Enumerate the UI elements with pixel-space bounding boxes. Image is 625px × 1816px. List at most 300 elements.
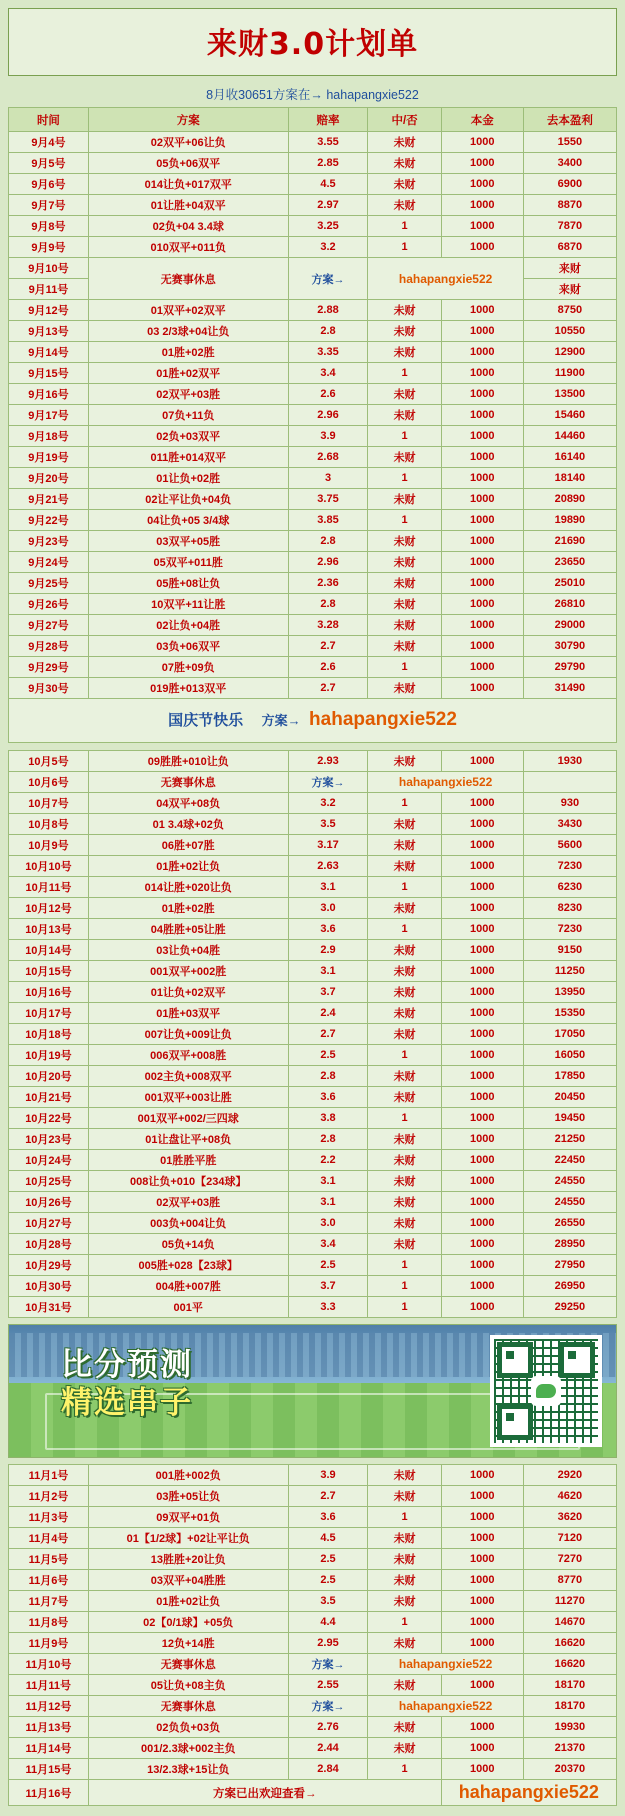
table-row-rest [9,1696,617,1717]
cell-date: 10月10号 [9,856,89,877]
cell-date: 9月5号 [9,153,89,174]
cell-plan: 02让平让负+04负 [88,489,288,510]
table-row [9,153,617,174]
cell-rest-label: 无赛事休息 [88,1654,288,1675]
cell-plan: 12负+14胜 [88,1633,288,1654]
cell-plan: 06胜+07胜 [88,835,288,856]
cell-date: 10月17号 [9,1003,89,1024]
table-row [9,1234,617,1255]
cell-odds: 2.88 [288,300,368,321]
cell-odds: 2.93 [288,751,368,772]
cell-plan: 005胜+028【23球】 [88,1255,288,1276]
cell-plan: 02让负+04胜 [88,615,288,636]
table-row [9,1045,617,1066]
cell-date: 11月8号 [9,1612,89,1633]
cell-stake: 1000 [441,898,523,919]
cell-plan: 006双平+008胜 [88,1045,288,1066]
cell-odds: 2.8 [288,594,368,615]
cell-date: 9月8号 [9,216,89,237]
cell-hit: 1 [368,657,441,678]
cell-hit: 未财 [368,898,441,919]
cell-hit: 未财 [368,678,441,699]
table-row [9,814,617,835]
cell-hit: 1 [368,237,441,258]
cell-stake: 1000 [441,237,523,258]
cell-stake: 1000 [441,1255,523,1276]
cell-plan: 01让胜+04双平 [88,195,288,216]
table-row [9,856,617,877]
cell-stake: 1000 [441,468,523,489]
column-header-profit: 去本盈利 [523,108,616,132]
table-row [9,1108,617,1129]
cell-rest-label: 无赛事休息 [88,1696,288,1717]
cell-stake: 1000 [441,552,523,573]
cell-profit: 8870 [523,195,616,216]
cell-date: 11月5号 [9,1549,89,1570]
cell-stake: 1000 [441,195,523,216]
cell-date: 9月25号 [9,573,89,594]
cell-plan: 09胜胜+010让负 [88,751,288,772]
cell-profit: 19450 [523,1108,616,1129]
cell-hit: 未财 [368,1570,441,1591]
cell-hit: 1 [368,426,441,447]
cell-stake: 1000 [441,1192,523,1213]
cell-plan: 01双平+02双平 [88,300,288,321]
cell-plan: 011胜+014双平 [88,447,288,468]
cell-date: 9月7号 [9,195,89,216]
cell-profit: 15350 [523,1003,616,1024]
cell-hit: 1 [368,468,441,489]
cell-stake: 1000 [441,489,523,510]
cell-stake: 1000 [441,1759,523,1780]
cell-odds: 2.96 [288,405,368,426]
cell-stake: 1000 [441,982,523,1003]
cell-rest-contact-id: hahapangxie522 [368,1654,523,1675]
cell-profit: 21370 [523,1738,616,1759]
cell-hit: 未财 [368,1591,441,1612]
cell-rest-plan-label: 方案→ [288,258,368,300]
cell-stake: 1000 [441,940,523,961]
cell-hit: 未财 [368,195,441,216]
cell-plan: 007让负+009让负 [88,1024,288,1045]
cell-stake: 1000 [441,1024,523,1045]
cell-date: 10月15号 [9,961,89,982]
cell-profit: 17050 [523,1024,616,1045]
cell-profit: 27950 [523,1255,616,1276]
cell-date: 10月25号 [9,1171,89,1192]
cell-hit: 1 [368,1507,441,1528]
cell-hit: 未财 [368,489,441,510]
cell-stake: 1000 [441,363,523,384]
cell-odds: 2.8 [288,531,368,552]
cell-hit: 未财 [368,132,441,153]
cell-date: 9月20号 [9,468,89,489]
cell-stake: 1000 [441,132,523,153]
cell-date: 10月31号 [9,1297,89,1318]
column-header-odds: 赔率 [288,108,368,132]
cell-odds: 2.5 [288,1570,368,1591]
cell-profit: 14670 [523,1612,616,1633]
table-row [9,468,617,489]
cell-odds: 2.2 [288,1150,368,1171]
column-header-date: 时间 [9,108,89,132]
cell-stake: 1000 [441,1045,523,1066]
cell-stake: 1000 [441,405,523,426]
cell-plan: 10双平+11让胜 [88,594,288,615]
table-row [9,1612,617,1633]
cell-rest-label: 无赛事休息 [88,772,288,793]
cell-date: 9月15号 [9,363,89,384]
cell-stake: 1000 [441,793,523,814]
cell-date: 9月18号 [9,426,89,447]
cell-odds: 2.6 [288,657,368,678]
cell-hit: 未财 [368,940,441,961]
table-row [9,1255,617,1276]
cell-date: 11月7号 [9,1591,89,1612]
cell-plan: 01让盘让平+08负 [88,1129,288,1150]
cell-plan: 03双平+05胜 [88,531,288,552]
table-row-rest [9,1654,617,1675]
cell-date: 10月16号 [9,982,89,1003]
cell-plan: 010双平+011负 [88,237,288,258]
cell-plan: 04让负+05 3/4球 [88,510,288,531]
cell-rest-label: 无赛事休息 [88,258,288,300]
cell-stake: 1000 [441,1591,523,1612]
cell-profit: 20890 [523,489,616,510]
cell-profit: 26950 [523,1276,616,1297]
cell-odds: 3.9 [288,1465,368,1486]
cell-hit: 未财 [368,573,441,594]
cell-stake: 1000 [441,594,523,615]
cell-profit [523,772,616,793]
table-row [9,426,617,447]
column-header-plan: 方案 [88,108,288,132]
cell-hit: 未财 [368,1234,441,1255]
cell-odds: 2.36 [288,573,368,594]
table-row [9,657,617,678]
cell-odds: 2.5 [288,1549,368,1570]
spacer-1 [8,743,617,750]
cell-plan: 03胜+05让负 [88,1486,288,1507]
cell-stake: 1000 [441,1297,523,1318]
cell-plan: 07负+11负 [88,405,288,426]
promo-banner [8,1324,617,1458]
cell-stake: 1000 [441,1003,523,1024]
cell-date: 10月12号 [9,898,89,919]
table-row [9,1087,617,1108]
table-row [9,405,617,426]
cell-odds: 2.5 [288,1255,368,1276]
cell-profit: 7870 [523,216,616,237]
cell-odds: 2.8 [288,321,368,342]
table-row [9,594,617,615]
cell-stake: 1000 [441,447,523,468]
cell-rest-contact-id: hahapangxie522 [368,1696,523,1717]
cell-profit: 11270 [523,1591,616,1612]
cell-profit: 来财 [523,258,616,279]
cell-profit: 16620 [523,1633,616,1654]
cell-profit: 24550 [523,1171,616,1192]
table-row [9,195,617,216]
cell-profit: 1550 [523,132,616,153]
cell-date: 9月30号 [9,678,89,699]
cell-date: 10月21号 [9,1087,89,1108]
cell-profit: 21250 [523,1129,616,1150]
cell-plan: 001双平+003让胜 [88,1087,288,1108]
cell-stake: 1000 [441,835,523,856]
table-row [9,940,617,961]
cell-date: 9月23号 [9,531,89,552]
cell-hit: 未财 [368,1633,441,1654]
cell-profit: 3620 [523,1507,616,1528]
cell-profit: 2920 [523,1465,616,1486]
cell-profit: 8230 [523,898,616,919]
cell-stake: 1000 [441,1717,523,1738]
cell-plan: 02双平+03胜 [88,1192,288,1213]
cell-hit: 未财 [368,1171,441,1192]
cell-plan: 05双平+011胜 [88,552,288,573]
cell-odds: 3.5 [288,814,368,835]
cell-hit: 未财 [368,1486,441,1507]
holiday-plan-label: 方案→ [261,713,301,728]
cell-hit: 未财 [368,342,441,363]
cell-plan: 13/2.3球+15让负 [88,1759,288,1780]
table-row [9,1213,617,1234]
cell-profit: 16140 [523,447,616,468]
cell-odds: 3.6 [288,1087,368,1108]
table-row [9,531,617,552]
cell-date: 9月27号 [9,615,89,636]
cell-odds: 3.7 [288,1276,368,1297]
cell-date: 10月28号 [9,1234,89,1255]
cell-odds: 3.1 [288,1171,368,1192]
cell-date: 11月13号 [9,1717,89,1738]
cell-odds: 2.76 [288,1717,368,1738]
cell-stake: 1000 [441,342,523,363]
cell-date: 11月1号 [9,1465,89,1486]
cell-date: 9月6号 [9,174,89,195]
table-row [9,877,617,898]
wechat-icon [531,1376,561,1406]
holiday-band [8,699,617,743]
cell-odds: 2.4 [288,1003,368,1024]
cell-odds: 3.75 [288,489,368,510]
cell-plan: 01胜+03双平 [88,1003,288,1024]
cell-profit: 14460 [523,426,616,447]
table-row [9,961,617,982]
cell-stake: 1000 [441,216,523,237]
table-row [9,1066,617,1087]
cell-profit: 7270 [523,1549,616,1570]
cell-odds: 2.96 [288,552,368,573]
table-row [9,132,617,153]
cell-stake: 1000 [441,1528,523,1549]
cell-stake: 1000 [441,1108,523,1129]
cell-odds: 3.4 [288,363,368,384]
table-row [9,1465,617,1486]
column-header-hit: 中/否 [368,108,441,132]
cell-profit: 25010 [523,573,616,594]
cell-odds: 3.85 [288,510,368,531]
cell-hit: 1 [368,1759,441,1780]
cell-odds: 3.4 [288,1234,368,1255]
table-row [9,835,617,856]
cell-odds: 2.44 [288,1738,368,1759]
table-row [9,1150,617,1171]
cell-stake: 1000 [441,1087,523,1108]
cell-stake: 1000 [441,678,523,699]
cell-profit: 29000 [523,615,616,636]
cell-plan: 05负+14负 [88,1234,288,1255]
cell-profit: 19890 [523,510,616,531]
cell-odds: 2.68 [288,447,368,468]
cell-stake: 1000 [441,1171,523,1192]
cell-odds: 2.84 [288,1759,368,1780]
cell-date: 10月20号 [9,1066,89,1087]
table-row [9,751,617,772]
table-row [9,793,617,814]
cell-date: 10月23号 [9,1129,89,1150]
cell-plan: 001胜+002负 [88,1465,288,1486]
cell-stake: 1000 [441,1570,523,1591]
cell-hit: 未财 [368,751,441,772]
cell-plan: 02双平+03胜 [88,384,288,405]
cell-stake: 1000 [441,1465,523,1486]
cell-hit: 未财 [368,153,441,174]
table-row [9,1591,617,1612]
cell-hit: 1 [368,1297,441,1318]
cell-date: 9月17号 [9,405,89,426]
cell-plan: 02负+04 3.4球 [88,216,288,237]
table-row [9,1759,617,1780]
cell-plan: 003负+004让负 [88,1213,288,1234]
cell-date: 10月19号 [9,1045,89,1066]
cell-profit: 3430 [523,814,616,835]
cell-plan: 07胜+09负 [88,657,288,678]
cell-plan: 014让负+017双平 [88,174,288,195]
cell-stake: 1000 [441,1234,523,1255]
cell-plan: 02负负+03负 [88,1717,288,1738]
cell-profit: 15460 [523,405,616,426]
cell-date: 10月18号 [9,1024,89,1045]
cell-plan: 02负+03双平 [88,426,288,447]
cell-plan: 008让负+010【234球】 [88,1171,288,1192]
cell-date: 10月24号 [9,1150,89,1171]
table-row-footer [9,1780,617,1806]
page-title: 来财3.0计划单 [206,27,419,62]
cell-profit: 30790 [523,636,616,657]
cell-stake: 1000 [441,961,523,982]
table-row [9,1738,617,1759]
cell-profit: 7230 [523,919,616,940]
cell-hit: 1 [368,1045,441,1066]
cell-footer-text: 方案已出欢迎查看→ [88,1780,441,1806]
cell-date: 10月13号 [9,919,89,940]
cell-profit: 24550 [523,1192,616,1213]
cell-date: 11月10号 [9,1654,89,1675]
cell-stake: 1000 [441,1486,523,1507]
november-body [9,1465,617,1780]
table-row [9,1024,617,1045]
table-row [9,216,617,237]
cell-hit: 1 [368,1255,441,1276]
banner-line-1: 比分预测 [61,1347,193,1383]
cell-profit: 17850 [523,1066,616,1087]
cell-profit: 20450 [523,1087,616,1108]
cell-date: 11月3号 [9,1507,89,1528]
cell-hit: 未财 [368,1192,441,1213]
table-row [9,1570,617,1591]
september-rest-block [9,258,617,300]
cell-profit: 28950 [523,1234,616,1255]
cell-profit: 13500 [523,384,616,405]
cell-odds: 3.25 [288,216,368,237]
cell-hit: 未财 [368,174,441,195]
cell-date: 10月22号 [9,1108,89,1129]
cell-plan: 05胜+08让负 [88,573,288,594]
cell-profit: 20370 [523,1759,616,1780]
table-row [9,447,617,468]
cell-plan: 03双平+04胜胜 [88,1570,288,1591]
cell-date: 10月26号 [9,1192,89,1213]
table-row [9,552,617,573]
banner-line-2: 精选串子 [61,1384,193,1421]
cell-date: 11月14号 [9,1738,89,1759]
cell-odds: 2.7 [288,636,368,657]
holiday-contact-id: hahapangxie522 [309,709,457,730]
cell-hit: 未财 [368,615,441,636]
cell-stake: 1000 [441,426,523,447]
cell-plan: 03 2/3球+04让负 [88,321,288,342]
cell-hit: 未财 [368,1150,441,1171]
header-subtitle: 8月收30651方案在→ hahapangxie522 [206,88,419,102]
cell-odds: 3.17 [288,835,368,856]
cell-date: 9月12号 [9,300,89,321]
cell-plan: 03让负+04胜 [88,940,288,961]
cell-stake: 1000 [441,1066,523,1087]
cell-date: 10月7号 [9,793,89,814]
cell-profit: 6870 [523,237,616,258]
table-row [9,1549,617,1570]
table-row [9,1003,617,1024]
cell-stake: 1000 [441,1738,523,1759]
cell-date: 10月30号 [9,1276,89,1297]
cell-profit: 930 [523,793,616,814]
cell-date: 9月10号 [9,258,89,279]
cell-date: 10月11号 [9,877,89,898]
cell-odds: 3.35 [288,342,368,363]
cell-date: 9月14号 [9,342,89,363]
cell-odds: 2.97 [288,195,368,216]
cell-plan: 05让负+08主负 [88,1675,288,1696]
cell-hit: 1 [368,877,441,898]
cell-date: 11月16号 [9,1780,89,1806]
cell-hit: 未财 [368,1024,441,1045]
qr-code-icon[interactable] [490,1335,602,1447]
cell-odds: 2.63 [288,856,368,877]
cell-plan: 01让负+02胜 [88,468,288,489]
cell-profit: 29250 [523,1297,616,1318]
cell-odds: 4.5 [288,174,368,195]
cell-profit: 26550 [523,1213,616,1234]
cell-profit: 19930 [523,1717,616,1738]
cell-rest-plan-label: 方案→ [288,772,368,793]
cell-odds: 2.55 [288,1675,368,1696]
cell-plan: 02【0/1球】+05负 [88,1612,288,1633]
cell-hit: 未财 [368,1129,441,1150]
cell-hit: 未财 [368,1675,441,1696]
table-row [9,1507,617,1528]
